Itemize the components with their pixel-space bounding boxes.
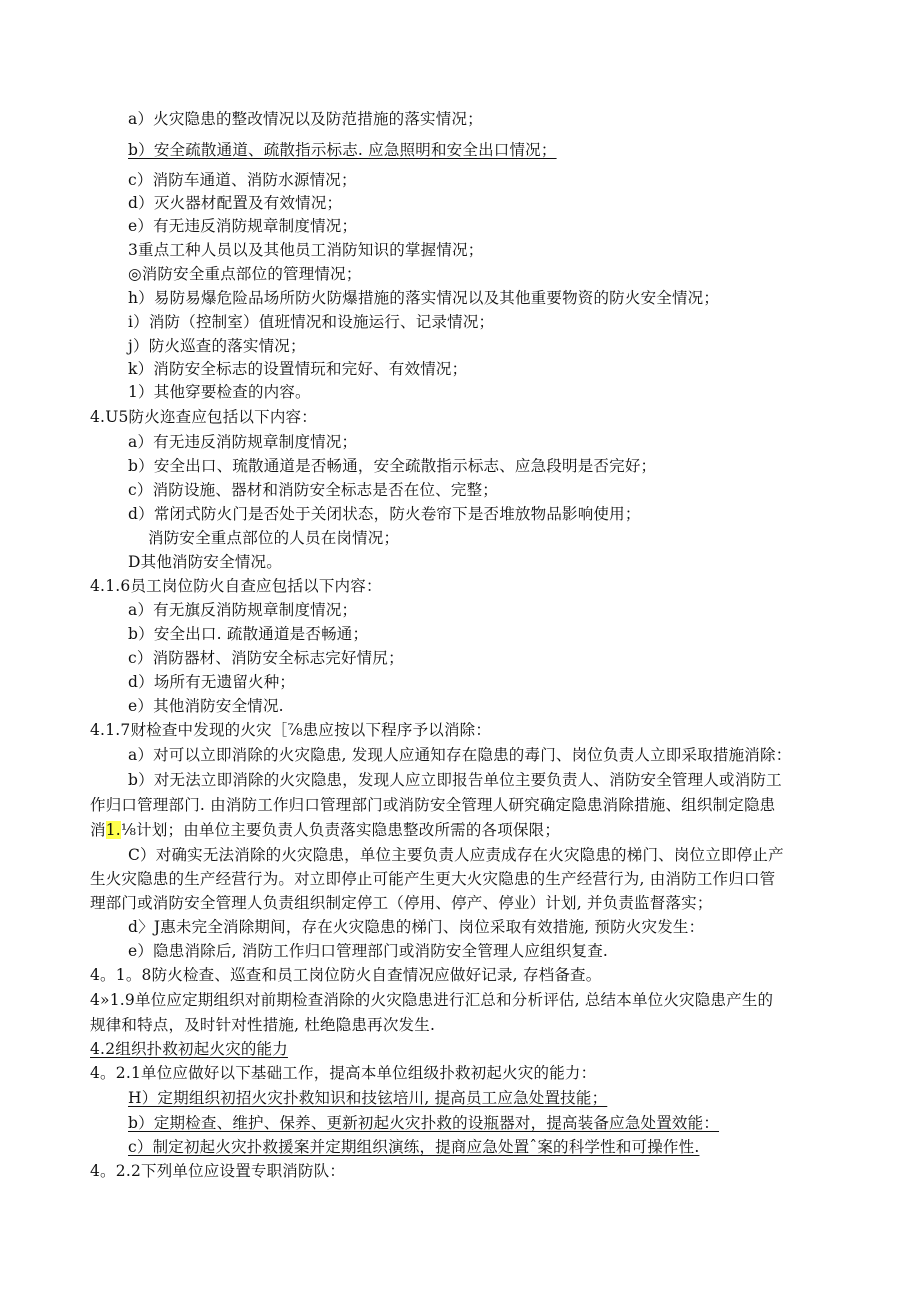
list-item-c: c）消防器材、消防安全标志完好情尻； [128,649,404,667]
list-item-h: h）易防易爆危险品场所防火防爆措施的落实情况以及其他重要物资的防火安全情况； [128,289,720,307]
list-item-j: j）防火巡查的落实情况； [128,337,306,355]
list-item-f: D其他消防安全情况。 [128,553,282,571]
underlined-text: c）制定初起火灾扑救援案并定期组织演练，提商应急处置ˆ案的科学性和可操作性. [128,1138,700,1156]
paragraph-b-line2: 作归口管理部门. 由消防工作归口管理部门或消防安全管理人研究确定隐患消除措施、组织制定隐患 [90,796,776,814]
list-item-d: d）灭火器材配置及有效情况； [128,194,343,212]
list-item-e: 消防安全重点部位的人员在岗情况； [148,529,400,547]
list-item-a: a）有无违反消防规章制度情况； [128,433,358,451]
section-heading-4-1-8: 4。1。8防火检查、巡查和员工岗位防火自查情况应做好记录, 存档备查。 [90,966,602,984]
paragraph-c-line3: 理部门或消防安全管理人负责组织制定停工（停用、停产、停业）计划, 并负责监督落实； [90,894,713,912]
list-item-k: k）消防安全标志的设置情玩和完好、有效情况； [128,360,468,378]
section-heading-4-2-1: 4。2.1单位应做好以下基础工作，提高本单位组级扑救初起火灾的能力： [90,1064,597,1082]
paragraph-b-line1: b）对无法立即消除的火灾隐患，发现人应立即报告单位主要负责人、消防安全管理人或消防工 [128,771,782,789]
suffix-text: ⅛ [120,821,137,839]
line-text: 计划；由单位主要负责人负责落实隐患整改所需的各项保限； [136,821,561,839]
underlined-text: H）定期组织初招火灾扑救知识和技铉培川, 提高员工应急处置技能； [128,1089,608,1107]
section-heading-4-1-9: 4»1.9单位应定期组织对前期检查消除的火灾隐患进行汇总和分析评估, 总结本单位火灾隐患产生的 [90,991,774,1009]
list-item-b: b）安全出口、琉散通道是否畅通，安全疏散指示标志、应急段明是否完好； [128,457,657,475]
list-item-c [128,1137,699,1157]
list-item-b [128,1113,719,1133]
section-heading-4-1-5: 4.U5防火迩查应包括以下内容： [90,408,317,426]
list-item-b: b）安全出口. 疏散通道是否畅通； [128,625,369,643]
paragraph-b-line3 [90,820,560,840]
list-item-c: c）消防设施、器材和消防安全标志是否在位、完整； [128,481,498,499]
list-item-h [128,1088,607,1108]
prefix-text: 消 [90,821,106,839]
paragraph-e: e）隐患消除后, 消防工作归口管理部门或消防安全管理人应组织复查. [128,942,609,960]
section-heading-4-1-7: 4.1.7财检查中发现的火灾［⅞患应按以下程序予以消除： [90,721,492,739]
list-item-d: d）场所有无遗留火种； [128,673,296,691]
paragraph-a: a）对可以立即消除的火灾隐患, 发现人应通知存在隐患的毒门、岗位负责人立即采取措施消除： [128,746,792,764]
list-item-i: i）消防（控制室）值班情况和设施运行、记录情况； [128,313,495,331]
underlined-text: b）安全疏散通道、疏散指示标志. 应急照明和安全出口情况； [128,141,557,159]
list-item-a: a）有无旗反消防规章制度情况； [128,601,358,619]
list-item-c: c）消防车通道、消防水源情况； [128,171,357,189]
underlined-heading: 4.2组织扑救初起火灾的能力 [90,1040,288,1058]
list-item-f: 3重点工种人员以及其他员工消防知识的掌握情况； [128,241,484,259]
list-item-d: d）常闭式防火门是否处于关闭状态，防火卷帘下是否堆放物品影响使用； [128,505,641,523]
list-item-g: ◎消防安全重点部位的管理情况； [128,265,362,283]
paragraph-continuation: 规律和特点，及时针对性措施, 杜绝隐患再次发生. [90,1016,436,1034]
highlighted-text: 1. [105,821,121,839]
paragraph-c-line1: C）对确实无法消除的火灾隐患，单位主要负责人应责成存在火灾隐患的梯门、岗位立即停止产 [128,846,784,864]
section-heading-4-1-6: 4.1.6员工岗位防火自查应包括以下内容： [90,577,382,595]
list-item-e: e）有无违反消防规章制度情况； [128,217,358,235]
list-item-a: a）火灾隐患的整改情况以及防范措施的落实情况； [128,110,483,128]
paragraph-c-line2: 生火灾隐患的生产经营行为。对立即停止可能产生更大火灾隐患的生产经营行为, 由消防工作归口管 [90,870,776,888]
paragraph-d: d〉J惠未完全消除期间，存在火灾隐患的梯门、岗位采取有效措施, 预防火灾发生： [128,918,705,936]
list-item-e: e）其他消防安全情况. [128,697,284,715]
underlined-text: b）定期检查、维护、保养、更新初起火灾扑救的设瓶器对，提高装备应急处置效能： [128,1114,720,1132]
list-item-l: 1）其他穿要检查的内容。 [128,383,311,401]
section-title-4-2 [90,1039,288,1059]
list-item-b [128,140,557,160]
section-heading-4-2-2: 4。2.2下列单位应设置专职消防队： [90,1162,346,1180]
